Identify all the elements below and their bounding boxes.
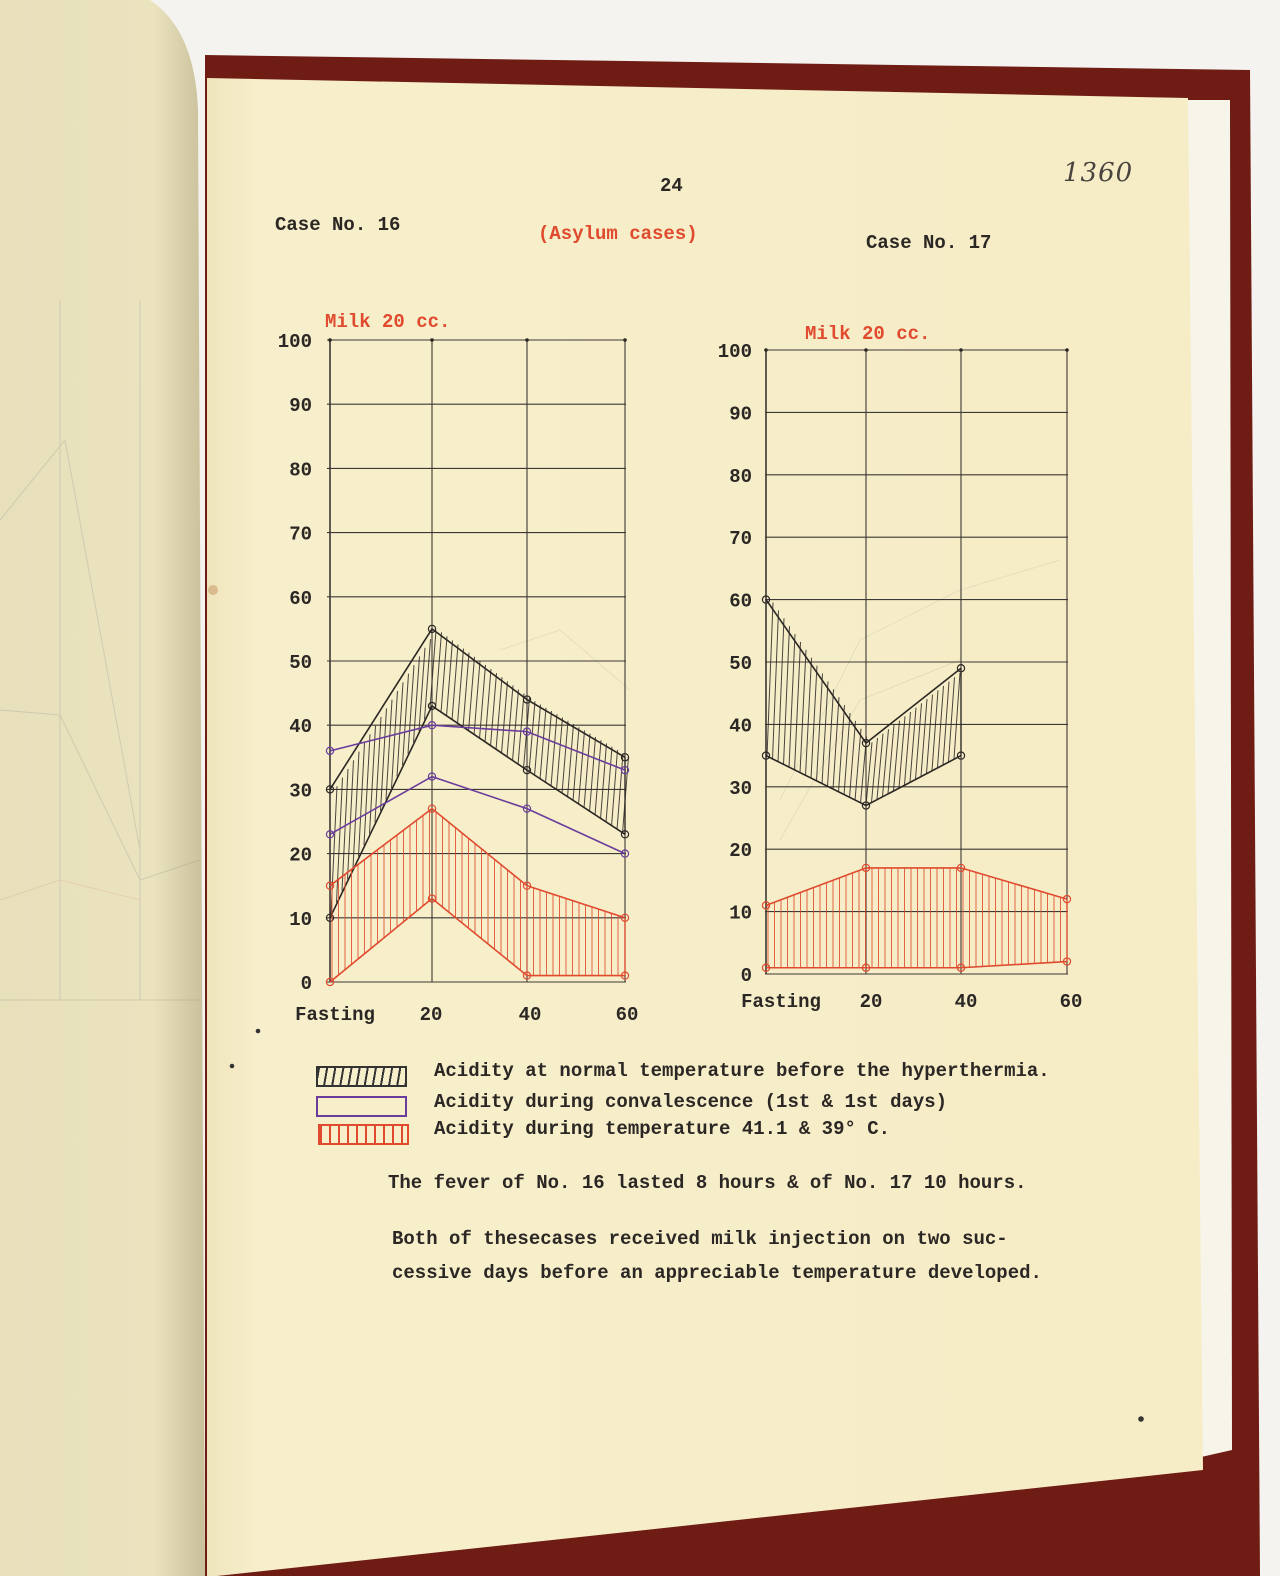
legend-swatch-temperature <box>318 1124 409 1145</box>
legend-label-temperature: Acidity during temperature 41.1 & 39° C. <box>434 1118 891 1140</box>
y-tick-label: 0 <box>300 973 312 995</box>
page-number: 24 <box>660 175 683 197</box>
grid-corner-dot <box>623 338 627 342</box>
x-tick-label: 20 <box>859 991 883 1013</box>
case16-title: Case No. 16 <box>275 214 401 236</box>
x-tick-label: Fasting <box>741 991 821 1013</box>
grid-corner-dot <box>864 348 868 352</box>
x-tick-label: 60 <box>615 1004 639 1026</box>
y-tick-label: 90 <box>729 403 752 426</box>
case17-title: Case No. 17 <box>866 232 992 254</box>
y-tick-label: 30 <box>729 777 752 800</box>
y-tick-label: 20 <box>729 840 752 863</box>
legend-label-convalescence: Acidity during convalescence (1st & 1st days) <box>434 1091 948 1113</box>
legend-label-normal: Acidity at normal temperature before the hyperthermia. <box>434 1060 1050 1082</box>
y-tick-label: 60 <box>289 587 312 610</box>
y-tick-label: 100 <box>277 331 312 353</box>
y-tick-label: 40 <box>289 716 312 739</box>
y-tick-label: 10 <box>289 908 312 931</box>
grid-corner-dot <box>328 338 332 342</box>
grid-corner-dot <box>430 338 434 342</box>
y-tick-label: 100 <box>717 341 752 363</box>
y-tick-label: 80 <box>289 459 312 482</box>
milk-injection-note-line1: Both of thesecases received milk injection on two suc- <box>392 1228 1008 1250</box>
y-tick-label: 50 <box>729 653 752 675</box>
fever-duration-note: The fever of No. 16 lasted 8 hours & of No. 17 10 hours. <box>388 1172 1027 1194</box>
grid-corner-dot <box>1065 348 1069 352</box>
right-page <box>207 78 1203 1576</box>
y-tick-label: 80 <box>729 465 752 488</box>
legend-swatch-normal <box>316 1066 407 1087</box>
x-tick-label: 20 <box>419 1004 443 1026</box>
x-tick-label: Fasting <box>295 1004 375 1026</box>
x-tick-label: 40 <box>518 1004 542 1026</box>
milk-injection-note-line2: cessive days before an appreciable temperature developed. <box>392 1262 1042 1284</box>
y-tick-label: 20 <box>289 844 312 867</box>
x-tick-label: 60 <box>1059 991 1083 1013</box>
y-tick-label: 70 <box>289 523 312 546</box>
legend-swatch-convalescence <box>316 1096 407 1117</box>
chart-subtitle: Milk 20 cc. <box>805 323 931 345</box>
y-tick-label: 50 <box>289 652 312 674</box>
chart-subtitle: Milk 20 cc. <box>325 311 451 333</box>
y-tick-label: 90 <box>289 395 312 418</box>
grid-corner-dot <box>764 348 768 352</box>
y-tick-label: 60 <box>729 590 752 613</box>
grid-corner-dot <box>525 338 529 342</box>
y-tick-label: 40 <box>729 715 752 738</box>
left-page <box>0 0 205 1576</box>
header-note: (Asylum cases) <box>538 223 698 245</box>
x-tick-label: 40 <box>954 991 978 1013</box>
y-tick-label: 0 <box>740 965 752 987</box>
grid-corner-dot <box>959 348 963 352</box>
y-tick-label: 70 <box>729 528 752 551</box>
y-tick-label: 30 <box>289 780 312 803</box>
y-tick-label: 10 <box>729 902 752 925</box>
catalogue-number: 1360 <box>1063 158 1134 188</box>
